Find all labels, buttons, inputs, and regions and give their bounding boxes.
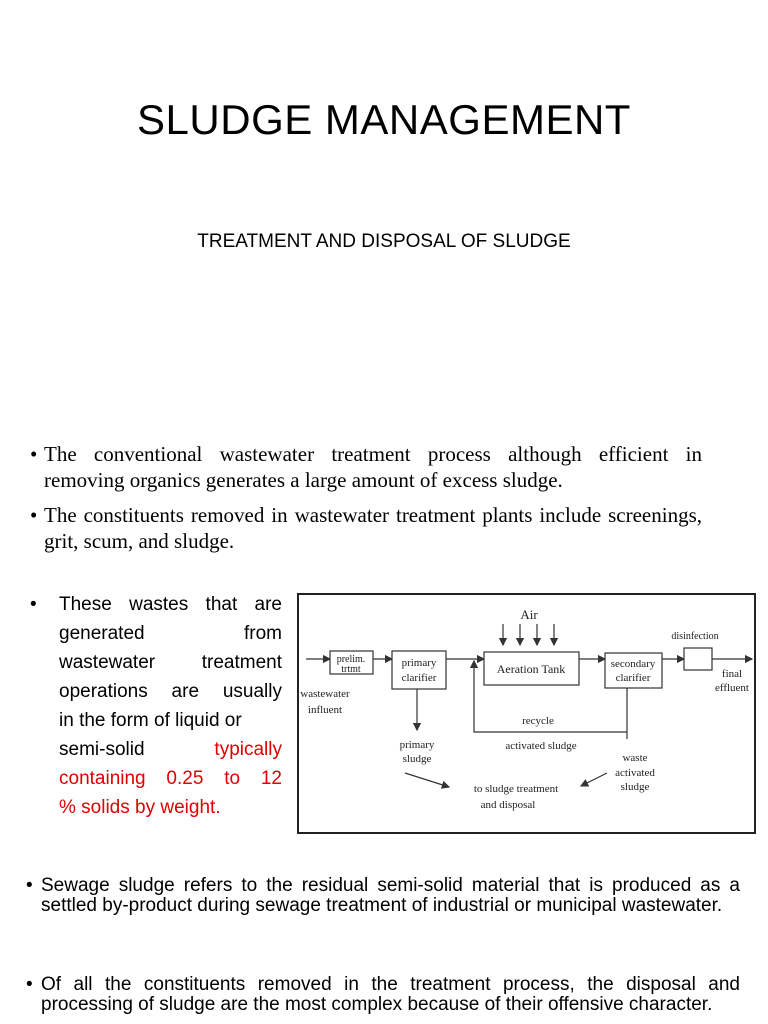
bullet-dot: • [30, 442, 38, 466]
prelim-label: trtmt [341, 664, 361, 675]
bullet-line: wastewater treatment [59, 652, 282, 673]
wastewater-influent-label: wastewater [300, 688, 350, 700]
bullet-wastes-form [30, 590, 282, 822]
bullet-text: Sewage sludge refers to the residual semi-solid material that is produced as a settled by-product during sewage treatment of industrial or municipal wastewater. [41, 875, 740, 916]
secondary-clarifier-label: secondary [610, 658, 656, 670]
bullet-dot: • [26, 875, 33, 896]
bullet-dot: • [30, 503, 38, 527]
bullet-sewage-sludge [26, 875, 740, 916]
disinfection-box [684, 648, 712, 670]
bullet-text: The constituents removed in wastewater treatment plants include screenings, grit, scum, and sludge. [44, 503, 702, 553]
highlight-text: typically [214, 739, 282, 760]
primary-clarifier-label: primary [401, 657, 437, 669]
highlight-text: containing 0.25 to 12 [59, 768, 282, 789]
bullet-line: operations are usually [59, 681, 282, 702]
activated-sludge-label: activated sludge [505, 740, 577, 752]
bullet-line: semi-solid [59, 739, 145, 760]
secondary-clarifier-label: clarifier [615, 672, 651, 684]
to-sludge-treatment-label: and disposal [480, 799, 536, 811]
bullet-line: in the form of liquid or [59, 710, 242, 731]
bullet-line-mixed [59, 735, 282, 764]
slide-title: SLUDGE MANAGEMENT [137, 96, 631, 143]
primary-sludge-label: sludge [402, 753, 432, 765]
air-label: Air [520, 607, 538, 622]
activated-sludge-process-diagram [297, 593, 759, 836]
wastewater-influent-label: influent [307, 704, 343, 716]
bullet-line: These wastes that are [59, 594, 282, 615]
highlight-text: % solids by weight. [59, 797, 221, 818]
bullet-text: The conventional wastewater treatment process although efficient in removing organics generates a large amount of excess sludge. [44, 442, 702, 492]
bullet-dot: • [26, 974, 33, 995]
bullet-conventional-process [30, 441, 702, 493]
waste-activated-sludge-label: activated [615, 767, 655, 779]
bullet-disposal-complexity [26, 974, 740, 1015]
final-effluent-label: final [721, 668, 743, 680]
bullet-constituents [30, 502, 702, 554]
bullet-text: Of all the constituents removed in the treatment process, the disposal and processing of sludge are the most complex because of their offensive character. [41, 974, 740, 1015]
prelim-label: prelim. [336, 654, 366, 665]
final-effluent-label: effluent [714, 682, 750, 694]
primary-sludge-label: primary [399, 739, 435, 751]
to-sludge-treatment-label: to sludge treatment [473, 783, 559, 795]
disinfection-label: disinfection [671, 631, 719, 642]
waste-activated-sludge-label: waste [622, 752, 648, 764]
primary-clarifier-label: clarifier [401, 672, 437, 684]
slide-subtitle: TREATMENT AND DISPOSAL OF SLUDGE [197, 231, 571, 252]
bullet-line: generated from [59, 623, 282, 644]
bullet-dot: • [30, 594, 37, 615]
aeration-tank-label: Aeration Tank [496, 662, 566, 676]
waste-activated-sludge-label: sludge [620, 781, 650, 793]
diagram-frame [298, 594, 755, 833]
recycle-label: recycle [522, 715, 554, 727]
